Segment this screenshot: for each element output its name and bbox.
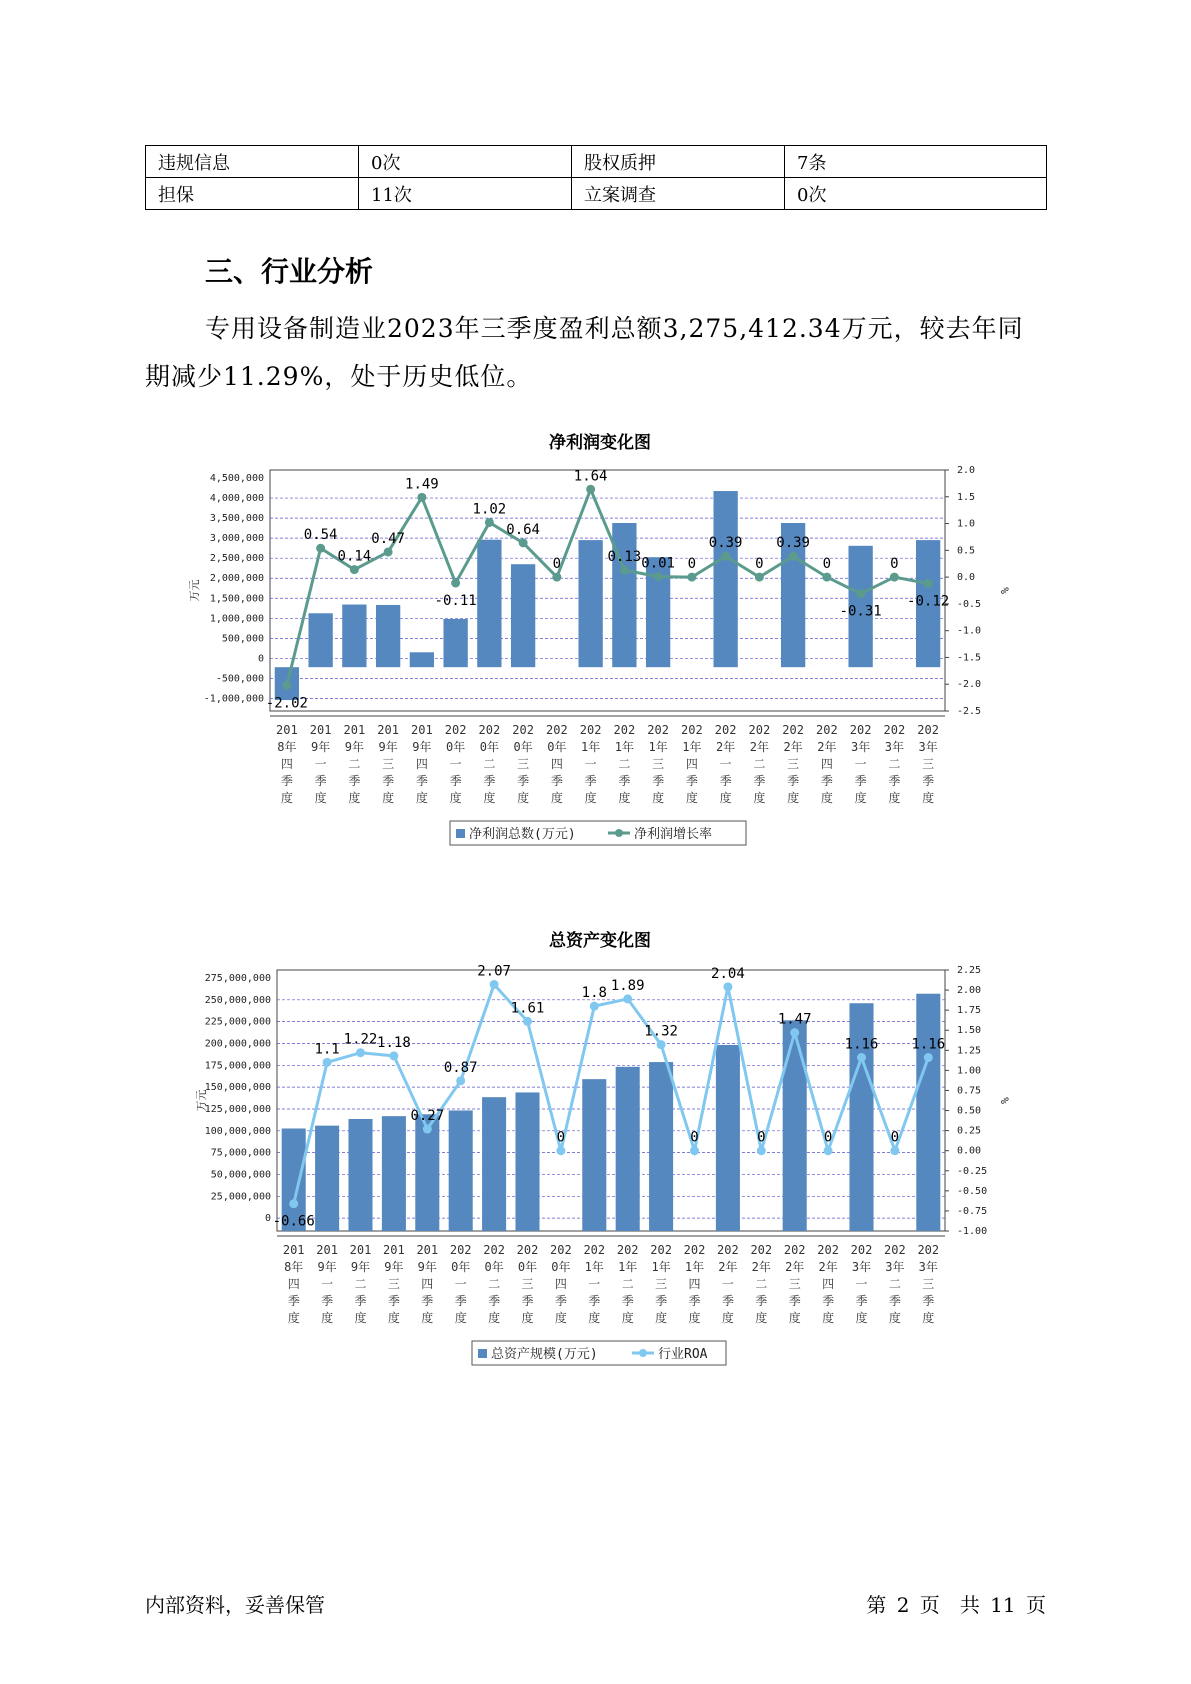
y2-tick-label: 1.75 bbox=[957, 1005, 982, 1017]
y2-tick-label: -1.0 bbox=[957, 625, 982, 637]
data-label: 1.8 bbox=[581, 985, 607, 1002]
table-cell: 担保 bbox=[146, 178, 359, 210]
data-label: 0 bbox=[757, 1129, 766, 1146]
data-label: 1.47 bbox=[777, 1011, 812, 1028]
y-tick-label: 200,000,000 bbox=[204, 1038, 271, 1050]
y2-tick-label: 1.50 bbox=[957, 1025, 982, 1037]
y2-tick-label: -2.5 bbox=[957, 706, 982, 717]
x-tick-label: 202 3年三季度 bbox=[917, 723, 939, 805]
line-point bbox=[757, 1146, 766, 1155]
y-tick-label: 250,000,000 bbox=[204, 994, 271, 1006]
x-tick-label: 202 3年一季度 bbox=[850, 1243, 873, 1325]
line-point bbox=[790, 1028, 799, 1037]
line-point bbox=[590, 1002, 599, 1011]
y-tick-label: 500,000 bbox=[221, 633, 264, 645]
y2-tick-label: 1.5 bbox=[957, 491, 976, 503]
data-label: 0.39 bbox=[776, 535, 810, 552]
y2-tick-label: 0.00 bbox=[957, 1145, 982, 1157]
legend-label: 行业ROA bbox=[658, 1347, 708, 1362]
y-tick-label: 75,000,000 bbox=[210, 1147, 271, 1159]
line-point bbox=[822, 573, 831, 582]
bar bbox=[410, 652, 434, 667]
data-label: 1.32 bbox=[644, 1023, 678, 1040]
line-point bbox=[586, 485, 595, 494]
line-point bbox=[890, 1146, 899, 1155]
y-tick-label: 100,000,000 bbox=[204, 1125, 271, 1137]
x-tick-label: 202 0年三季度 bbox=[516, 1243, 539, 1325]
y2-tick-label: 1.25 bbox=[957, 1045, 982, 1057]
bar bbox=[308, 613, 332, 667]
line-point bbox=[323, 1058, 332, 1067]
data-label: 0 bbox=[822, 556, 832, 573]
line-point bbox=[620, 566, 629, 575]
x-tick-label: 202 1年三季度 bbox=[647, 723, 669, 805]
data-label: 0.39 bbox=[708, 535, 743, 552]
x-tick-label: 202 0年四季度 bbox=[550, 1243, 572, 1325]
x-tick-label: 202 1年一季度 bbox=[583, 1243, 606, 1325]
data-label: 0 bbox=[890, 556, 899, 573]
legend-label: 总资产规模(万元) bbox=[491, 1347, 598, 1362]
data-label: 0.13 bbox=[607, 549, 642, 566]
y2-tick-label: 0.50 bbox=[957, 1105, 982, 1117]
line-point bbox=[485, 518, 494, 527]
line-point bbox=[856, 589, 865, 598]
y2-tick-label: -0.50 bbox=[957, 1185, 988, 1197]
bar bbox=[511, 564, 535, 667]
legend-bar-swatch bbox=[478, 1349, 487, 1358]
x-tick-label: 202 2年四季度 bbox=[817, 1243, 839, 1325]
line-point bbox=[690, 1146, 699, 1155]
y-tick-label: 1,500,000 bbox=[209, 593, 264, 605]
x-tick-label: 202 1年二季度 bbox=[613, 723, 636, 805]
bar bbox=[348, 1119, 372, 1231]
chart-title-net-profit: 净利润变化图 bbox=[549, 433, 651, 453]
data-label: 1.89 bbox=[610, 977, 645, 994]
y-tick-label: 3,500,000 bbox=[209, 513, 264, 525]
y2-tick-label: -1.00 bbox=[957, 1226, 988, 1237]
x-tick-label: 202 3年二季度 bbox=[884, 1243, 906, 1325]
line-point bbox=[890, 573, 899, 582]
bar bbox=[477, 540, 501, 668]
table-cell: 7条 bbox=[785, 146, 1047, 178]
data-label: 0.64 bbox=[506, 521, 540, 538]
bar bbox=[515, 1092, 539, 1231]
footer-page-number: 第 2 页 共 11 页 bbox=[866, 1593, 1046, 1617]
y2-tick-label: 2.0 bbox=[957, 465, 976, 476]
bar bbox=[612, 523, 636, 667]
y2-tick-label: -0.5 bbox=[957, 598, 982, 610]
line-point bbox=[924, 579, 933, 588]
x-tick-label: 202 1年四季度 bbox=[683, 1243, 706, 1325]
footer-confidential-note: 内部资料，妥善保管 bbox=[145, 1593, 325, 1617]
table-cell: 11次 bbox=[359, 178, 572, 210]
x-tick-label: 201 9年三季度 bbox=[383, 1243, 405, 1325]
x-tick-label: 202 1年四季度 bbox=[681, 723, 703, 805]
x-tick-label: 202 2年二季度 bbox=[750, 1243, 773, 1325]
data-label: -2.02 bbox=[265, 695, 308, 712]
data-label: 2.07 bbox=[477, 963, 511, 980]
y-tick-label: -1,000,000 bbox=[203, 693, 264, 705]
y-tick-label: 175,000,000 bbox=[204, 1060, 271, 1072]
data-label: 0.47 bbox=[371, 530, 405, 547]
bar bbox=[649, 1062, 673, 1231]
net-profit-chart bbox=[180, 455, 1040, 875]
line-point bbox=[417, 493, 426, 502]
data-label: -0.11 bbox=[434, 593, 477, 610]
y-tick-label: 4,000,000 bbox=[209, 493, 264, 505]
data-label: 0 bbox=[755, 556, 764, 573]
table-row bbox=[146, 146, 1047, 178]
line-point bbox=[384, 547, 393, 556]
data-label: 0.27 bbox=[410, 1108, 445, 1125]
x-tick-label: 201 9年一季度 bbox=[309, 723, 332, 805]
table-cell: 违规信息 bbox=[146, 146, 359, 178]
line-point bbox=[523, 1017, 532, 1026]
line-point bbox=[356, 1048, 365, 1057]
data-label: 1.02 bbox=[472, 501, 507, 518]
data-label: 1.1 bbox=[314, 1041, 340, 1058]
line-point bbox=[519, 538, 528, 547]
x-tick-label: 202 0年一季度 bbox=[449, 1243, 472, 1325]
bar bbox=[376, 605, 400, 667]
line-point bbox=[687, 573, 696, 582]
line-point bbox=[456, 1076, 465, 1085]
x-tick-label: 201 9年一季度 bbox=[316, 1243, 338, 1325]
bar bbox=[616, 1067, 640, 1231]
analysis-paragraph: 专用设备制造业2023年三季度盈利总额3,275,412.34万元，较去年同期减少11.29%，处于历史低位。 bbox=[145, 314, 1024, 391]
line-point bbox=[824, 1146, 833, 1155]
plot-area bbox=[270, 470, 945, 711]
bar bbox=[578, 540, 602, 667]
x-tick-label: 202 3年三季度 bbox=[917, 1243, 940, 1325]
data-label: -0.12 bbox=[907, 593, 950, 610]
data-label: 1.16 bbox=[844, 1036, 879, 1053]
x-tick-label: 202 3年二季度 bbox=[883, 723, 906, 805]
data-label: 1.49 bbox=[405, 476, 439, 493]
y-tick-label: 50,000,000 bbox=[210, 1169, 271, 1181]
chart-title-total-assets: 总资产变化图 bbox=[549, 931, 651, 951]
x-tick-label: 201 9年四季度 bbox=[411, 723, 433, 805]
legend-line-marker bbox=[639, 1349, 647, 1357]
bar bbox=[716, 1045, 740, 1231]
x-tick-label: 201 9年二季度 bbox=[349, 1243, 372, 1325]
y-axis-label: 万元 bbox=[195, 1089, 208, 1112]
data-label: 0 bbox=[690, 1129, 699, 1146]
y2-tick-label: 0.75 bbox=[957, 1085, 982, 1097]
line-point bbox=[282, 681, 291, 690]
data-label: 1.61 bbox=[510, 1000, 545, 1017]
x-tick-label: 202 0年二季度 bbox=[483, 1243, 505, 1325]
data-label: 1.16 bbox=[911, 1036, 946, 1053]
data-label: -0.66 bbox=[272, 1213, 315, 1230]
y-tick-label: 150,000,000 bbox=[204, 1082, 271, 1094]
legend-line-marker bbox=[615, 829, 623, 837]
bar bbox=[443, 619, 467, 667]
info-table bbox=[145, 145, 1047, 210]
data-label: 0.01 bbox=[641, 555, 675, 572]
bar bbox=[342, 605, 366, 668]
bar bbox=[783, 1020, 807, 1231]
legend-label: 净利润增长率 bbox=[634, 827, 713, 842]
x-tick-label: 201 8年四季度 bbox=[276, 723, 298, 805]
data-label: 0.87 bbox=[443, 1059, 478, 1076]
line-point bbox=[721, 552, 730, 561]
y2-tick-label: 0.25 bbox=[957, 1125, 982, 1137]
line-point bbox=[623, 994, 632, 1003]
bar bbox=[916, 994, 940, 1231]
total-assets-chart bbox=[180, 955, 1040, 1375]
data-label: 0 bbox=[687, 556, 697, 573]
x-tick-label: 202 0年三季度 bbox=[512, 723, 534, 805]
y2-tick-label: -0.75 bbox=[957, 1205, 988, 1217]
data-label: 1.64 bbox=[573, 468, 608, 485]
y-tick-label: 2,500,000 bbox=[209, 553, 264, 565]
line-point bbox=[723, 982, 732, 991]
table-cell: 0次 bbox=[785, 178, 1047, 210]
y-tick-label: 0 bbox=[257, 653, 264, 665]
data-label: 0 bbox=[890, 1129, 900, 1146]
bar bbox=[582, 1079, 606, 1231]
data-label: 1.22 bbox=[343, 1031, 378, 1048]
x-tick-label: 202 2年四季度 bbox=[816, 723, 838, 805]
data-label: 1.18 bbox=[377, 1034, 411, 1051]
y2-tick-label: -1.5 bbox=[957, 652, 982, 664]
y-tick-label: 25,000,000 bbox=[210, 1191, 271, 1203]
line-point bbox=[654, 572, 663, 581]
y-tick-label: 4,500,000 bbox=[209, 473, 264, 484]
line-point bbox=[552, 573, 561, 582]
y2-tick-label: 0.5 bbox=[957, 545, 976, 557]
data-label: 0 bbox=[823, 1129, 833, 1146]
table-cell: 股权质押 bbox=[572, 146, 785, 178]
bar bbox=[482, 1097, 506, 1231]
table-cell: 立案调查 bbox=[572, 178, 785, 210]
line-point bbox=[451, 579, 460, 588]
line-point bbox=[857, 1053, 866, 1062]
y2-axis-label: % bbox=[998, 1097, 1011, 1104]
y2-tick-label: 2.00 bbox=[957, 985, 982, 997]
x-tick-label: 202 3年一季度 bbox=[849, 723, 872, 805]
y2-tick-label: 1.00 bbox=[957, 1065, 982, 1077]
x-tick-label: 202 2年三季度 bbox=[783, 1243, 806, 1325]
data-label: 0.54 bbox=[303, 527, 338, 544]
line-point bbox=[389, 1051, 398, 1060]
x-tick-label: 201 9年三季度 bbox=[377, 723, 399, 805]
x-tick-label: 201 9年四季度 bbox=[416, 1243, 439, 1325]
line-point bbox=[924, 1053, 933, 1062]
y-tick-label: 0 bbox=[264, 1213, 271, 1225]
y-axis-label: 万元 bbox=[188, 579, 201, 602]
line-point bbox=[316, 544, 325, 553]
y-tick-label: 1,000,000 bbox=[209, 613, 264, 625]
y-tick-label: 2,000,000 bbox=[209, 573, 264, 585]
y2-axis-label: % bbox=[998, 587, 1011, 594]
x-tick-label: 202 1年二季度 bbox=[616, 1243, 639, 1325]
data-label: 0 bbox=[552, 556, 562, 573]
bar bbox=[449, 1110, 473, 1231]
data-label: -0.31 bbox=[839, 603, 882, 620]
x-tick-label: 202 0年二季度 bbox=[478, 723, 501, 805]
y2-tick-label: 1.0 bbox=[957, 518, 976, 530]
bar bbox=[315, 1126, 339, 1231]
table-cell: 0次 bbox=[359, 146, 572, 178]
line-point bbox=[755, 573, 764, 582]
section-title: 三、行业分析 bbox=[205, 255, 374, 288]
x-tick-label: 201 8年四季度 bbox=[282, 1243, 305, 1325]
line-point bbox=[289, 1199, 298, 1208]
x-tick-label: 201 9年二季度 bbox=[343, 723, 366, 805]
x-tick-label: 202 2年三季度 bbox=[782, 723, 804, 805]
x-tick-label: 202 1年一季度 bbox=[579, 723, 602, 805]
line-point bbox=[423, 1125, 432, 1134]
table-row bbox=[146, 178, 1047, 210]
y2-tick-label: 0.0 bbox=[957, 572, 976, 584]
line-point bbox=[556, 1146, 565, 1155]
y-tick-label: 225,000,000 bbox=[204, 1016, 271, 1028]
line-point bbox=[789, 552, 798, 561]
bar bbox=[382, 1116, 406, 1231]
x-tick-label: 202 1年三季度 bbox=[650, 1243, 672, 1325]
x-tick-label: 202 2年一季度 bbox=[714, 723, 737, 805]
data-label: 0 bbox=[556, 1129, 566, 1146]
x-tick-label: 202 2年一季度 bbox=[717, 1243, 739, 1325]
y-tick-label: -500,000 bbox=[215, 673, 264, 685]
legend-bar-swatch bbox=[456, 829, 465, 838]
line-point bbox=[490, 980, 499, 989]
x-tick-label: 202 0年四季度 bbox=[546, 723, 568, 805]
legend-label: 净利润总数(万元) bbox=[469, 827, 576, 842]
y2-tick-label: 2.25 bbox=[957, 965, 982, 976]
y-tick-label: 3,000,000 bbox=[209, 533, 264, 545]
line-point bbox=[657, 1040, 666, 1049]
x-tick-label: 202 0年一季度 bbox=[444, 723, 467, 805]
y2-tick-label: -2.0 bbox=[957, 679, 982, 691]
data-label: 2.04 bbox=[711, 965, 745, 982]
y-tick-label: 275,000,000 bbox=[204, 973, 271, 984]
y2-tick-label: -0.25 bbox=[957, 1165, 988, 1177]
data-label: 0.14 bbox=[337, 548, 372, 565]
line-point bbox=[350, 565, 359, 574]
bar bbox=[713, 491, 737, 667]
x-tick-label: 202 2年二季度 bbox=[748, 723, 771, 805]
y-tick-label: 125,000,000 bbox=[204, 1103, 271, 1115]
